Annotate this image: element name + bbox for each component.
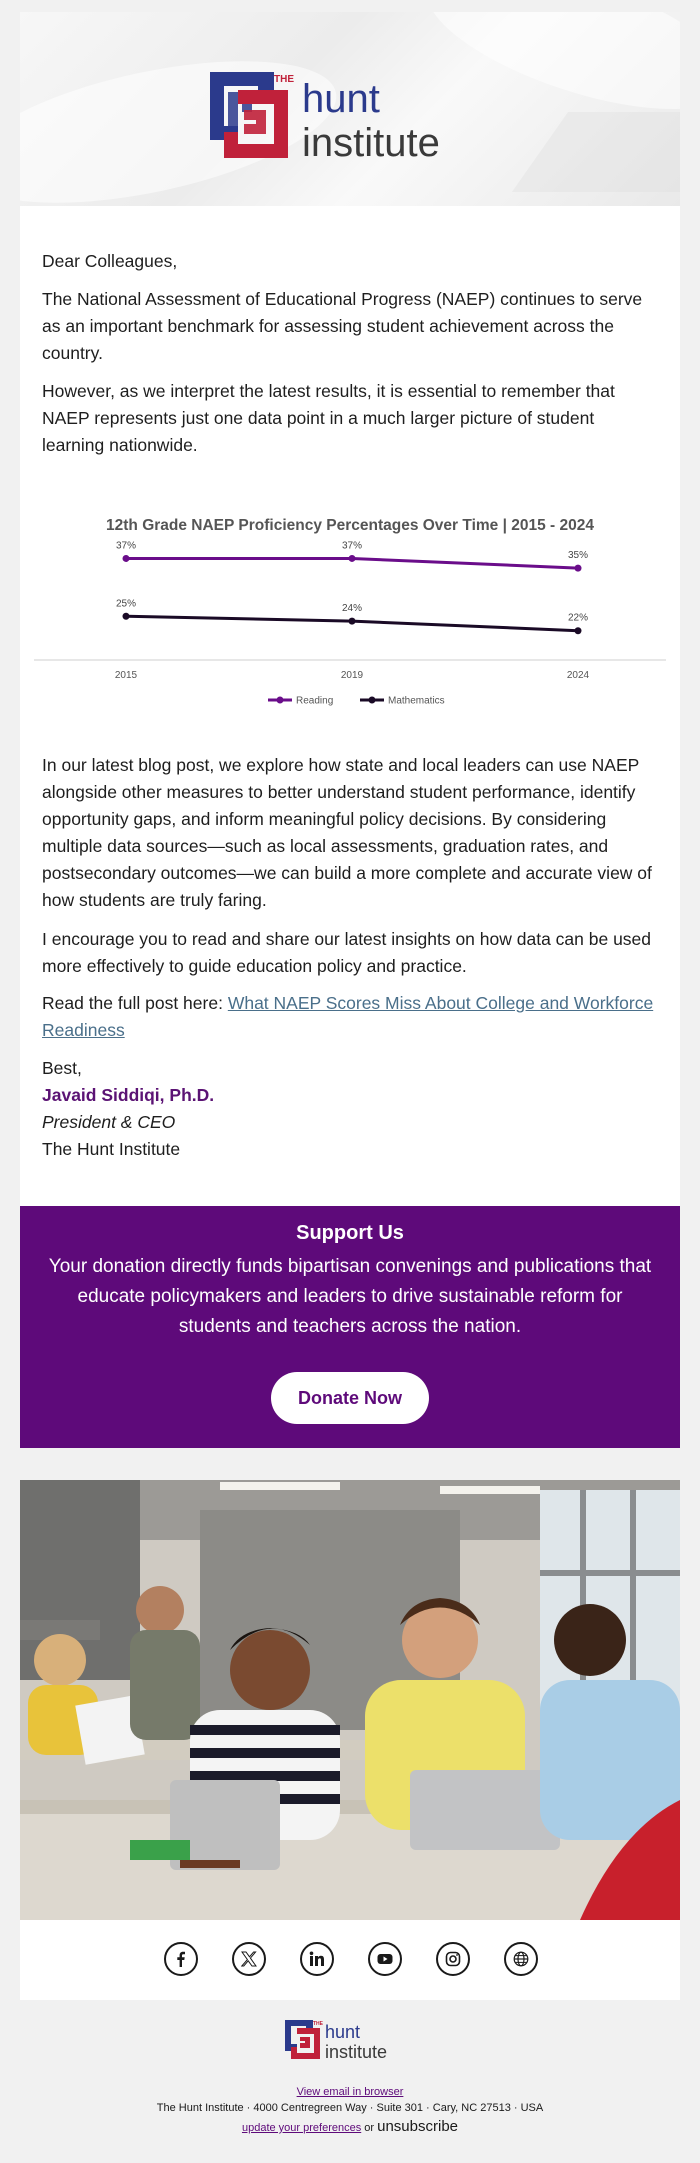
x-icon[interactable] <box>232 1942 266 1976</box>
legend-label-mathematics: Mathematics <box>388 695 445 707</box>
email-header <box>20 12 680 206</box>
unsubscribe-link[interactable]: unsubscribe <box>377 2118 459 2135</box>
support-text: Your donation directly funds bipartisan convenings and publications that educate policymakers and leaders to drive sustainable reform for students and teachers across the nation. <box>48 1256 652 1337</box>
greeting: Dear Colleagues, <box>42 251 178 271</box>
blog-post-link[interactable]: What NAEP Scores Miss About College and Workforce Readiness <box>42 993 654 1040</box>
view-in-browser-link[interactable]: View email in browser <box>296 2086 404 2098</box>
read-more-line <box>42 990 660 1044</box>
support-section <box>20 1206 680 1448</box>
data-label-mathematics-2015: 25% <box>115 598 137 610</box>
data-label-reading-2015: 37% <box>115 540 137 552</box>
footer-logo-the: THE <box>313 2021 323 2027</box>
logo-hunt-text: hunt <box>302 77 380 121</box>
website-globe-icon[interactable] <box>504 1942 538 1976</box>
legend-marker-reading <box>277 697 284 704</box>
chart-title: 12th Grade NAEP Proficiency Percentages Over Time | 2015 - 2024 <box>106 517 594 534</box>
signature-name: Javaid Siddiqi, Ph.D. <box>42 1085 215 1105</box>
point-mathematics-2024 <box>575 627 582 634</box>
read-more-prefix: Read the full post here: <box>42 993 228 1013</box>
hunt-institute-logo[interactable] <box>208 68 508 164</box>
social-links <box>20 1920 680 2000</box>
spacer <box>20 1448 680 1480</box>
donate-now-button[interactable]: Donate Now <box>271 1372 429 1424</box>
legend-label-reading: Reading <box>296 695 334 707</box>
view-in-browser-line <box>0 2086 700 2098</box>
update-preferences-link[interactable]: update your preferences <box>241 2122 362 2134</box>
point-mathematics-2015 <box>123 613 130 620</box>
x-tick-label-2015: 2015 <box>114 670 138 681</box>
youtube-icon[interactable] <box>368 1942 402 1976</box>
paragraph-4: I encourage you to read and share our latest insights on how data can be used more effectively to guide education policy and practice. <box>42 929 652 976</box>
point-reading-2024 <box>575 565 582 572</box>
signature-org: The Hunt Institute <box>42 1139 181 1159</box>
logo-the-text: THE <box>274 74 294 85</box>
logo-institute-text: institute <box>302 121 440 164</box>
support-title: Support Us <box>296 1222 404 1244</box>
closing: Best, <box>42 1058 82 1078</box>
data-label-mathematics-2019: 24% <box>341 603 363 615</box>
data-label-reading-2024: 35% <box>567 550 589 562</box>
footer-or-text: or <box>361 2122 378 2134</box>
point-mathematics-2019 <box>349 618 356 625</box>
footer-address: The Hunt Institute · 4000 Centregreen Way · Suite 301 · Cary, NC 27513 · USA <box>156 2102 544 2114</box>
point-reading-2019 <box>349 555 356 562</box>
footer-logo-hunt: hunt <box>325 2022 361 2042</box>
footer-preferences-line <box>0 2118 700 2135</box>
instagram-icon[interactable] <box>436 1942 470 1976</box>
footer-logo-institute: institute <box>325 2042 388 2062</box>
paragraph-2: However, as we interpret the latest results, it is essential to remember that NAEP represents just one data point in a much larger picture of student learning nationwide. <box>42 381 615 455</box>
linkedin-icon[interactable] <box>300 1942 334 1976</box>
footer-logo[interactable] <box>284 2018 416 2062</box>
x-tick-label-2019: 2019 <box>340 670 364 681</box>
x-tick-label-2024: 2024 <box>566 670 590 681</box>
legend-marker-mathematics <box>369 697 376 704</box>
data-label-mathematics-2024: 22% <box>567 612 589 624</box>
paragraph-1: The National Assessment of Educational Progress (NAEP) continues to serve as an important benchmark for assessing student achievement across the country. <box>42 289 643 363</box>
data-label-reading-2019: 37% <box>341 540 363 552</box>
paragraph-3: In our latest blog post, we explore how state and local leaders can use NAEP alongside other measures to better understand student performance, identify opportunity gaps, and inform meaningful policy decisions. By considering multiple data sources—such as local assessments, graduation rates, and postsecondary outcomes—we can build a more complete and accurate view of how students are truly faring. <box>42 755 652 910</box>
point-reading-2015 <box>123 555 130 562</box>
students-classroom-photo <box>20 1480 680 1920</box>
signature-title: President & CEO <box>42 1112 176 1132</box>
naep-proficiency-chart <box>20 500 680 730</box>
facebook-icon[interactable] <box>164 1942 198 1976</box>
